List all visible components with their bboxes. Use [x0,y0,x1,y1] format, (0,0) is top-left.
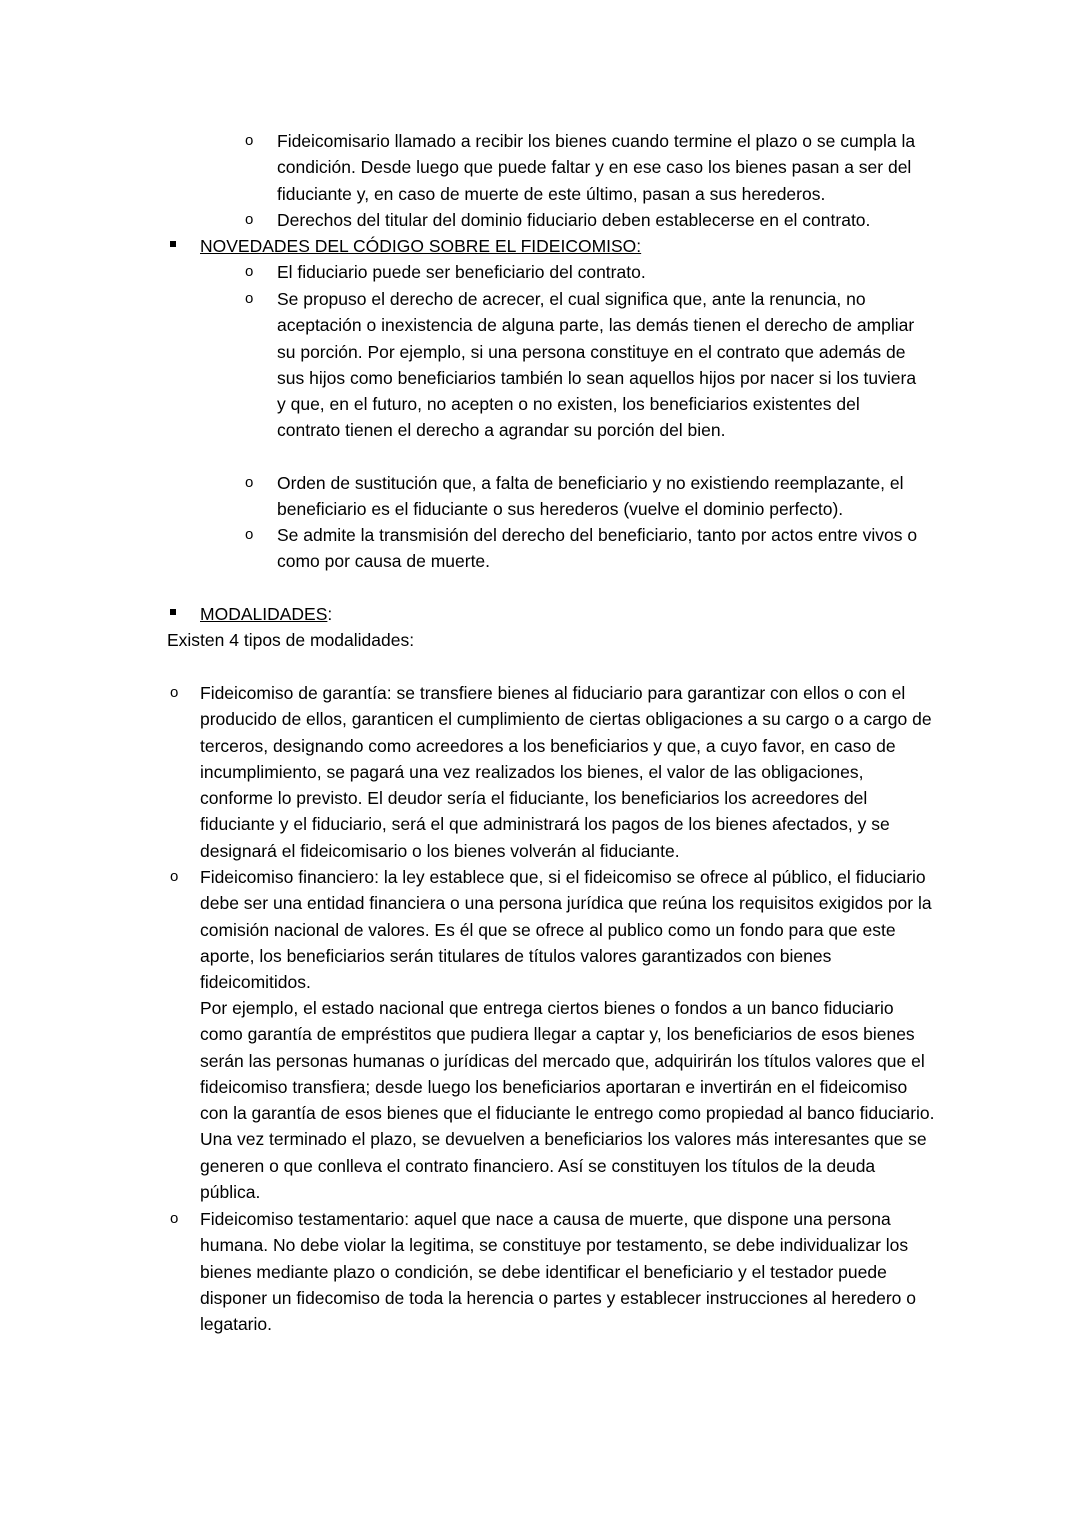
circle-bullet: o [245,290,254,307]
circle-bullet: o [170,1210,179,1227]
heading-colon: : [327,604,333,624]
circle-bullet: o [245,211,254,228]
list-item: Orden de sustitución que, a falta de beneficiario y no existiendo reemplazante, el beneficiario es el fiduciante o sus herederos (vuelve el dominio perfecto). [277,473,904,520]
circle-bullet: o [245,132,254,149]
circle-bullet: o [170,868,179,885]
list-item: Fideicomiso financiero: la ley establece que, si el fideicomiso se ofrece al público, el fiduciario debe ser una entidad financiera o una persona jurídica que reúna los requisitos exigidos por la comisión nacional de valores. Es él que se ofrece al publico como un fondo para que este aporte, los beneficiarios serán titulares de títulos valores garantizados con bienes fideicomitidos. [200,867,932,993]
list-item: Se propuso el derecho de acrecer, el cual significa que, ante la renuncia, no aceptación o inexistencia de alguna parte, las demás tienen el derecho de ampliar su porción. Por ejemplo, si una persona constituye en el contrato que además de sus hijos como beneficiarios también lo sean aquellos hijos por nacer si los tuviera y que, en el futuro, no acepten o no existen, los beneficiarios existentes del contrato tienen el derecho a agrandar su porción del bien. [277,289,917,441]
circle-bullet: o [245,263,254,280]
circle-bullet: o [245,526,254,543]
modalidades-heading: MODALIDADES [200,604,328,624]
section-heading: NOVEDADES DEL CÓDIGO SOBRE EL FIDEICOMISO: [200,236,642,256]
paragraph: Por ejemplo, el estado nacional que entrega ciertos bienes o fondos a un banco fiduciario como garantía de empréstitos que pudiera llegar a captar y, los beneficiarios de esos bienes serán las personas humanas o jurídicas del mercado que, adquirirán los títulos valores que el fideicomiso transfiera; desde luego los beneficiarios aportaran e invertirán en el fideicomiso con la garantía de esos bienes que el fiduciante le entrego como propiedad al banco fiduciario. Una vez terminado el plazo, se devuelven a beneficiarios los valores más interesantes que se generen o que conlleva el contrato financiero. Así se constituyen los títulos de la deuda pública. [200,998,935,1203]
square-bullet-icon [170,609,176,615]
circle-bullet: o [245,474,254,491]
circle-bullet: o [170,684,179,701]
list-item: Se admite la transmisión del derecho del beneficiario, tanto por actos entre vivos o como por causa de muerte. [277,525,918,572]
list-item: Fideicomiso de garantía: se transfiere bienes al fiduciario para garantizar con ellos o con el producido de ellos, garanticen el cumplimiento de ciertas obligaciones a su cargo o a cargo de terceros, designando como acreedores a los beneficiarios y que, a cuyo favor, en caso de incumplimiento, se pagará una vez realizados los bienes, el valor de las obligaciones, conforme lo previsto. El deudor sería el fiduciante, los beneficiarios los acreedores del fiduciante y el fiduciario, será el que administrará los pagos de los bienes afectados, y se designará el fideicomisario o los bienes volverán al fiduciante. [200,683,932,861]
section-heading [200,601,600,627]
list-item: El fiduciario puede ser beneficiario del contrato. [277,262,646,282]
list-item: Fideicomiso testamentario: aquel que nace a causa de muerte, que dispone una persona humana. No debe violar la legitima, se constituye por testamento, se debe individualizar los bienes mediante plazo o condición, se debe identificar el beneficiario y el testador puede disponer un fidecomiso de toda la herencia o partes y establecer instrucciones al heredero o legatario. [200,1209,916,1335]
square-bullet-icon [170,241,176,247]
list-item: Fideicomisario llamado a recibir los bienes cuando termine el plazo o se cumpla la condición. Desde luego que puede faltar y en ese caso los bienes pasan a ser del fiduciante y, en caso de muerte de este último, pasan a sus herederos. [277,131,916,204]
intro-text: Existen 4 tipos de modalidades: [167,630,415,650]
list-item: Derechos del titular del dominio fiduciario deben establecerse en el contrato. [277,210,871,230]
